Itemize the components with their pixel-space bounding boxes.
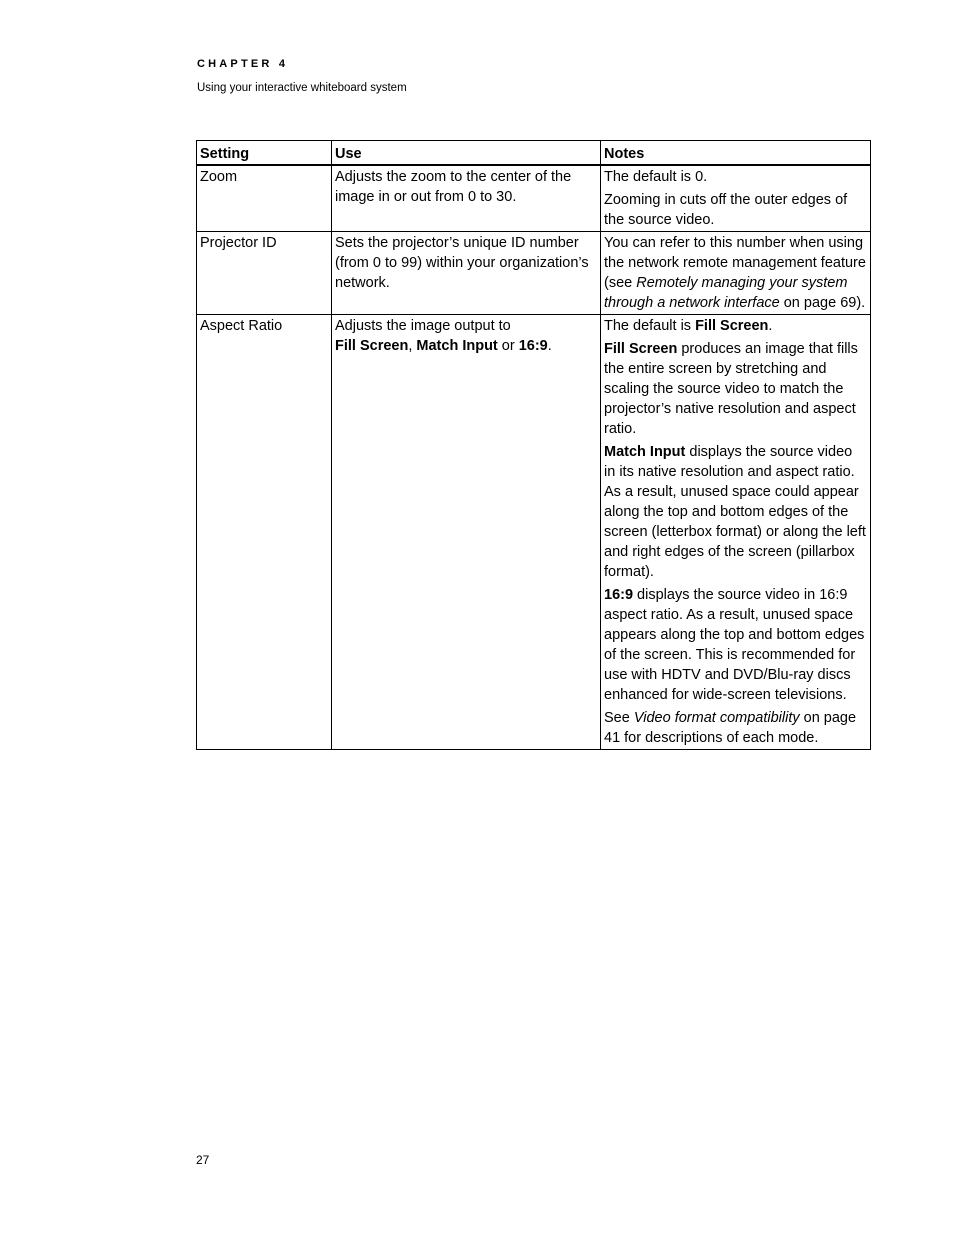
option-match-input: Match Input [416, 338, 498, 354]
use-text: Adjusts the image output to [335, 318, 511, 334]
note-text: The default is [604, 318, 696, 334]
cross-reference-link[interactable]: Remotely managing your system through a network interface [604, 275, 848, 311]
term-match-input: Match Input [604, 444, 686, 460]
settings-table [196, 140, 871, 750]
note-paragraph [604, 585, 867, 705]
note-text: You can refer to this number when using the network remote management feature (see [604, 235, 866, 291]
column-header-use: Use [332, 141, 601, 166]
page-number: 27 [196, 1153, 210, 1167]
notes-cell [601, 232, 871, 315]
column-header-setting: Setting [197, 141, 332, 166]
setting-cell: Projector ID [197, 232, 332, 315]
note-paragraph [604, 442, 867, 582]
note-text: displays the source video in its native resolution and aspect ratio. As a result, unused space could appear along the top and bottom edges of the screen (letterbox format) or along the left and right edges of the screen (pillarbox format). [604, 444, 866, 580]
option-16-9: 16:9 [518, 338, 548, 354]
separator-text: . [547, 338, 552, 354]
note-text: displays the source video in 16:9 aspect ratio. As a result, unused space appears along the top and bottom edges of the screen. This is recommended for use with HDTV and DVD/Blu-ray discs enhanced for wide-screen televisions. [604, 587, 865, 703]
table-row-aspect-ratio [197, 315, 871, 750]
notes-cell [601, 315, 871, 750]
note-text: . [768, 318, 773, 334]
table-header-row [197, 141, 871, 166]
use-cell: Sets the projector’s unique ID number (from 0 to 99) within your organization’s network. [332, 232, 601, 315]
chapter-label: CHAPTER 4 [197, 58, 289, 70]
note-text: on page 41 for descriptions of each mode. [604, 710, 857, 746]
setting-cell: Zoom [197, 165, 332, 232]
note-paragraph [604, 339, 867, 439]
note-text: produces an image that fills the entire screen by stretching and scaling the source video to match the projector’s native resolution and aspect ratio. [604, 341, 858, 437]
notes-cell [601, 165, 871, 232]
note-paragraph: Zooming in cuts off the outer edges of the source video. [604, 192, 848, 228]
note-paragraph [604, 708, 867, 748]
table-row-zoom [197, 165, 871, 232]
column-header-notes: Notes [601, 141, 871, 166]
option-fill-screen: Fill Screen [335, 338, 409, 354]
chapter-subtitle: Using your interactive whiteboard system [197, 82, 407, 94]
note-text: on page 69). [779, 295, 866, 311]
cross-reference-link[interactable]: Video format compatibility [633, 710, 800, 726]
use-cell [332, 315, 601, 750]
setting-cell: Aspect Ratio [197, 315, 332, 750]
separator-text: or [497, 338, 519, 354]
term-16-9: 16:9 [604, 587, 634, 603]
term-fill-screen: Fill Screen [604, 341, 678, 357]
separator-text: , [408, 338, 417, 354]
note-paragraph: The default is 0. [604, 169, 708, 185]
note-text: See [604, 710, 634, 726]
use-cell: Adjusts the zoom to the center of the image in or out from 0 to 30. [332, 165, 601, 232]
table-row-projector-id [197, 232, 871, 315]
note-paragraph [604, 316, 867, 336]
default-value: Fill Screen [695, 318, 769, 334]
